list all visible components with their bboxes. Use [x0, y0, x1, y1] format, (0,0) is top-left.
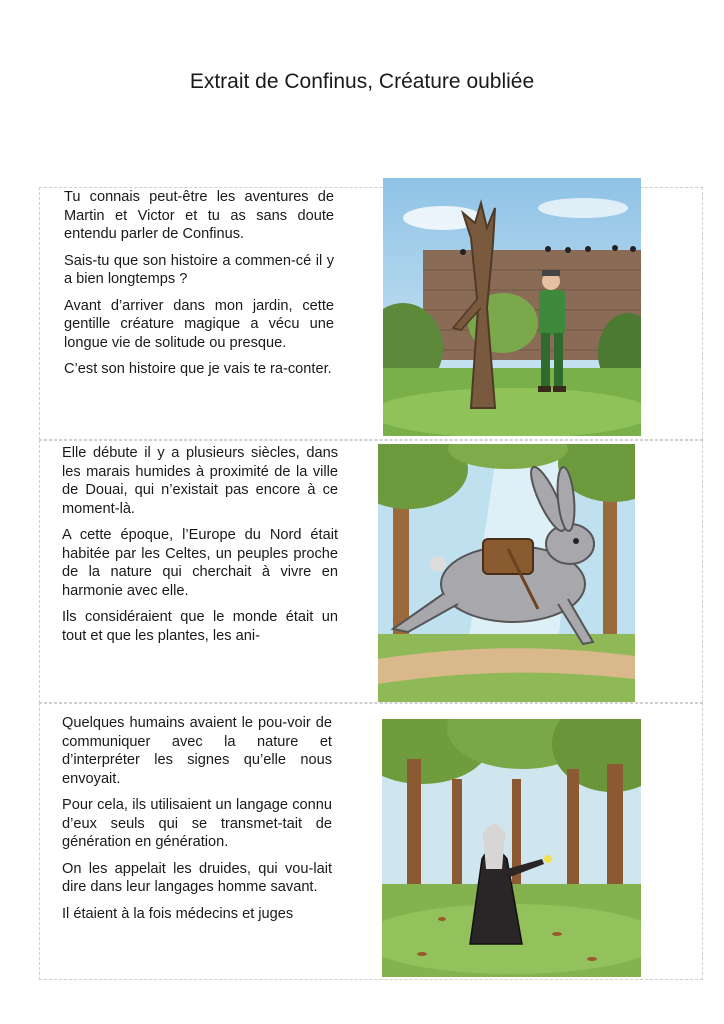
story-panel-3 [39, 703, 703, 980]
story-panel-2 [39, 440, 703, 703]
panel-3-text [62, 714, 332, 931]
panel-2-text [62, 444, 338, 653]
page-title: Extrait de Confinus, Créature oubliée [189, 70, 535, 93]
panel-1-text [64, 188, 334, 387]
paragraph: A cette époque, l’Europe du Nord était habitée par les Celtes, un peuples proche de la nature qui cherchait à vivre en harmonie avec elle. [62, 527, 338, 599]
paragraph: On les appelait les druides, qui vou-lait dire dans leur langages homme savant. [62, 860, 332, 895]
paragraph: Il étaient à la fois médecins et juges [62, 905, 294, 922]
paragraph: Tu connais peut-être les aventures de Martin et Victor et tu as sans doute entendu parler de Confinus. [64, 189, 334, 242]
paragraph: Sais-tu que son histoire a commen-cé il y a bien longtemps ? [64, 252, 334, 287]
paragraph: Quelques humains avaient le pou-voir de communiquer avec la nature et d’interpréter les signes qu’elle nous envoyait. [62, 715, 332, 787]
illustration-druid-in-forest [382, 719, 641, 977]
illustration-hare-with-satchel [378, 444, 635, 702]
paragraph: C’est son histoire que je vais te ra-conter. [64, 361, 332, 377]
story-panel-1 [39, 187, 703, 440]
paragraph: Avant d’arriver dans mon jardin, cette gentille créature magique a vécu une longue vie de solitude ou presque. [64, 297, 334, 351]
paragraph: Ils considéraient que le monde était un tout et que les plantes, les ani- [62, 609, 338, 644]
paragraph: Elle débute il y a plusieurs siècles, dans les marais humides à proximité de la ville de Douai, qui n’existait pas encore à ce moment-là. [62, 445, 338, 517]
illustration-tree-creature-garden [383, 178, 641, 436]
paragraph: Pour cela, ils utilisaient un langage connu d’eux seuls qui se transmet-tait de génération en génération. [62, 797, 332, 850]
